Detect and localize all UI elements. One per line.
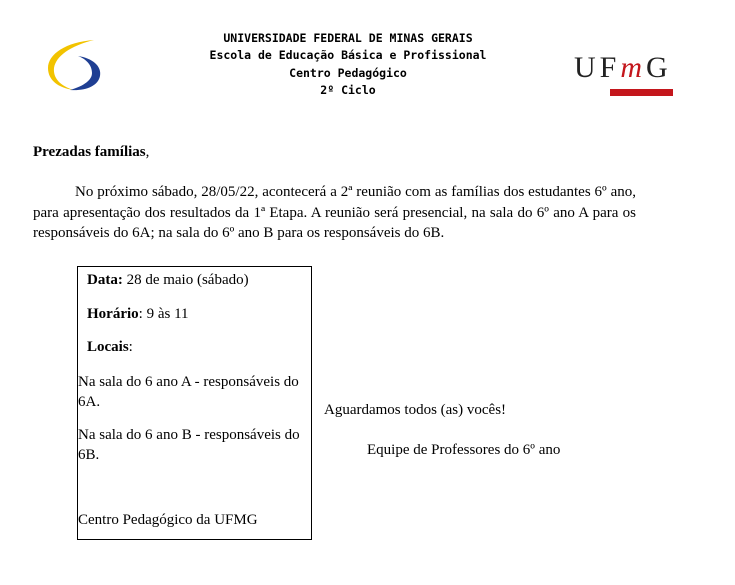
header-university: UNIVERSIDADE FEDERAL DE MINAS GERAIS [223,31,473,45]
time-value: : 9 às 11 [138,306,189,322]
ufmg-letter-g: G [646,51,672,84]
header-school: Escola de Educação Básica e Profissional [209,48,487,63]
ufmg-letter-f: F [599,51,621,84]
ufmg-letter-m: m [620,51,647,84]
locations-punct: : [128,339,133,355]
greeting [33,144,149,161]
closing-text: Aguardamos todos (as) vocês! [324,402,507,418]
locations-label: Locais [87,339,129,355]
letter-paragraph: No próximo sábado, 28/05/22, acontecerá a 2ª reunião com as famílias dos estudantes 6º ano, para apresentação dos resultados da 1ª Etapa. A reunião será presencial, na sala do 6º ano A para os responsáveis do 6A; na sala do 6º ano B para os responsáveis do 6B. [33,184,636,241]
meeting-info-box [77,266,312,540]
date-label: Data: [87,272,123,288]
header-center: Centro Pedagógico [289,65,407,80]
ufmg-red-bar [610,89,673,96]
date-row [87,272,249,289]
ufmg-letter-u: U [574,51,600,84]
time-row [87,306,189,323]
greeting-text: Prezadas famílias [33,144,146,160]
header-cycle: 2º Ciclo [320,82,376,97]
info-box-footer: Centro Pedagógico da UFMG [78,512,258,528]
cp-crescent-logo-icon [42,36,104,92]
ufmg-logo [574,50,712,98]
time-label: Horário [87,306,139,322]
location-b: Na sala do 6 ano B - responsáveis do 6B. [78,427,300,463]
signature: Equipe de Professores do 6º ano [367,442,561,458]
location-a: Na sala do 6 ano A - responsáveis do 6A. [78,374,299,410]
greeting-punctuation: , [145,144,150,160]
date-value: 28 de maio (sábado) [122,272,249,288]
locations-row [87,339,133,356]
institution-header [150,30,546,99]
